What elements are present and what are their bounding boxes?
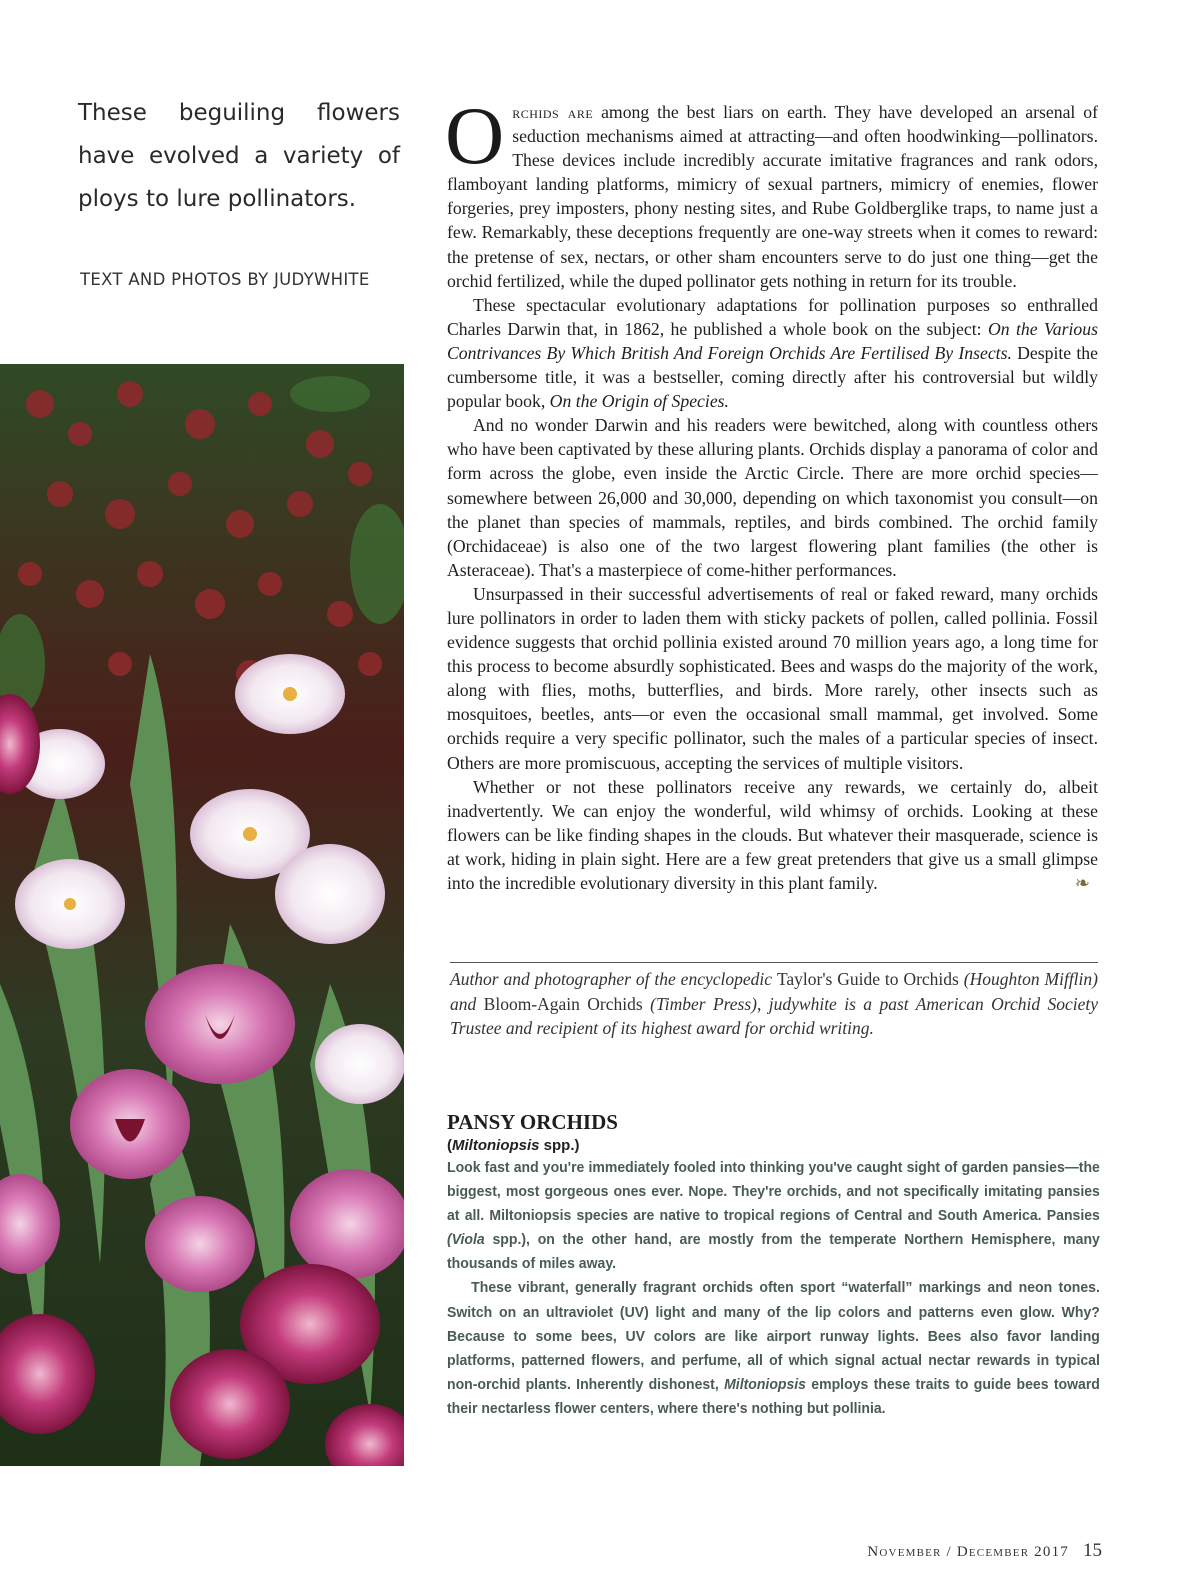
article-paragraph [447,775,1098,895]
paragraph-text: Despite the cumbersome title, it was a bestseller, coming directly after his controversial but wildly popular book, [447,342,1098,412]
orchid-photo-icon [0,364,404,1466]
genus-name: Miltoniopsis [724,1375,806,1393]
article-paragraph [447,293,1098,413]
book-title: On the Origin of Species. [549,391,729,412]
paragraph-text: spp.), on the other hand, are mostly from the temperate Northern Hemisphere, many thousands of miles away. [447,1231,1100,1273]
article-body [445,90,1099,895]
deck-text: These beguiling flowers have evolved a variety of ploys to lure pollinators. [78,100,400,212]
article-paragraph: And no wonder Darwin and his readers were bewitched, along with countless others who have been captivated by these alluring plants. Orchids display a panorama of color and form across the globe, even inside the Arctic Circle. There are more orchid species—somewhere between 26,000 and 30,000, depending on which taxonomist you consult—on the planet than species of mammals, reptiles, and birds combined. The orchid family (Orchidaceae) is also one of the two largest flowering plant families (the other is Asteraceae). That's a masterpiece of come-hither performances. [447,415,1098,580]
subtitle-text: spp.) [539,1137,580,1154]
page-number: 15 [1083,1540,1102,1561]
book-title: Bloom-Again Orchids [483,993,643,1014]
section-paragraph [447,1276,1100,1421]
article-paragraph [445,90,1098,293]
section-title: PANSY ORCHIDS [447,1110,618,1134]
paragraph-text: among the best liars on earth. They have developed an arsenal of seduction mechanisms aimed at attracting—and often hoodwinking—pollinators. These devices include incredibly accurate imitative fragrances and rank odors, flamboyant landing platforms, mimicry of sexual partners, mimicry of enemies, flower forgeries, prey imposters, phony nesting sites, and Rube Goldberglike traps, to name just a few. Remarkably, these deceptions frequently are one-way streets when it comes to reward: the pretense of sex, nectars, or other sham encounters serve to do just one thing—get the orchid fertilized, while the duped pollinator gets nothing in return for its trouble. [447,102,1098,291]
section-subtitle [447,1136,1100,1156]
issue-date: November / December 2017 [867,1544,1069,1560]
paragraph-text: Whether or not these pollinators receive any rewards, we certainly do, albeit inadvertently. We can enjoy the wonderful, wild whimsy of orchids. Looking at these flowers can be like finding shapes in the clouds. But whatever their masquerade, science is at work, hiding in plain sight. Here are a few great pretenders that give us a small glimpse into the incredible evolutionary diversity in this plant family. [447,776,1098,893]
drop-cap: O [445,90,505,181]
bio-text: Author and photographer of the encyclopedic [450,969,777,989]
lead-in: rchids are [512,102,594,122]
section-body [447,1156,1100,1421]
book-title: Taylor's Guide to Orchids [776,969,959,989]
author-bio [450,962,1098,1041]
paragraph-text: Look fast and you're immediately fooled into thinking you've caught sight of garden pansies—the biggest, most gorgeous ones ever. Nope. They're orchids, and not specifically imitating pansies at all. Miltoniopsis species are native to tropical regions of Central and South America. Pansies [447,1159,1100,1225]
book-title: On the Various Contrivances By Which British And Foreign Orchids Are Fertilised By Insects. [447,318,1099,363]
bio-text: (Timber Press), judywhite is a past American Orchid Society Trustee and recipient of its highest award for orchid writing. [450,993,1098,1038]
orchid-photo [0,364,404,1466]
pansy-orchids-section [447,1108,1100,1421]
paragraph-text: employs these traits to guide bees toward their nectarless flower centers, where there's nothing but pollinia. [447,1375,1100,1417]
page-footer [867,1540,1102,1562]
section-paragraph [447,1156,1100,1276]
end-mark-icon: ❧ [1074,873,1090,893]
photo-credit: TEXT AND PHOTOS BY JUDYWHITE [80,270,370,289]
article-paragraph: Unsurpassed in their successful advertisements of real or faked reward, many orchids lure pollinators in order to laden them with sticky packets of pollen, called pollinia. Fossil evidence suggests that orchid pollinia existed around 70 million years ago, a long time for this process to become absurdly sophisticated. Bees and wasps do the majority of the work, along with flies, moths, butterflies, and birds. More rarely, other insects such as mosquitoes, beetles, ants—or even the occasional small mammal, get involved. Some orchids require a very specific pollinator, such the males of a particular species of insect. Others are more promiscuous, accepting the services of multiple visitors. [447,583,1098,773]
paragraph-text: These spectacular evolutionary adaptations for pollination purposes so enthralled Charles Darwin that, in 1862, he published a whole book on the subject: [447,294,1098,339]
genus-name: (Viola [447,1231,485,1249]
genus-name: Miltoniopsis [452,1137,540,1154]
paragraph-text: These vibrant, generally fragrant orchids often sport “waterfall” markings and neon tones. Switch on an ultraviolet (UV) light and many of the lip colors and patterns even glow. Why? Because to some bees, UV colors are like airport runway lights. Bees also favor landing platforms, patterned flowers, and perfume, all of which signal actual nectar rewards in typical non-orchid plants. Inherently dishonest, [447,1279,1100,1393]
bio-text: (Houghton Mifflin) and [450,969,1098,1014]
subtitle-text: ( [447,1137,452,1154]
